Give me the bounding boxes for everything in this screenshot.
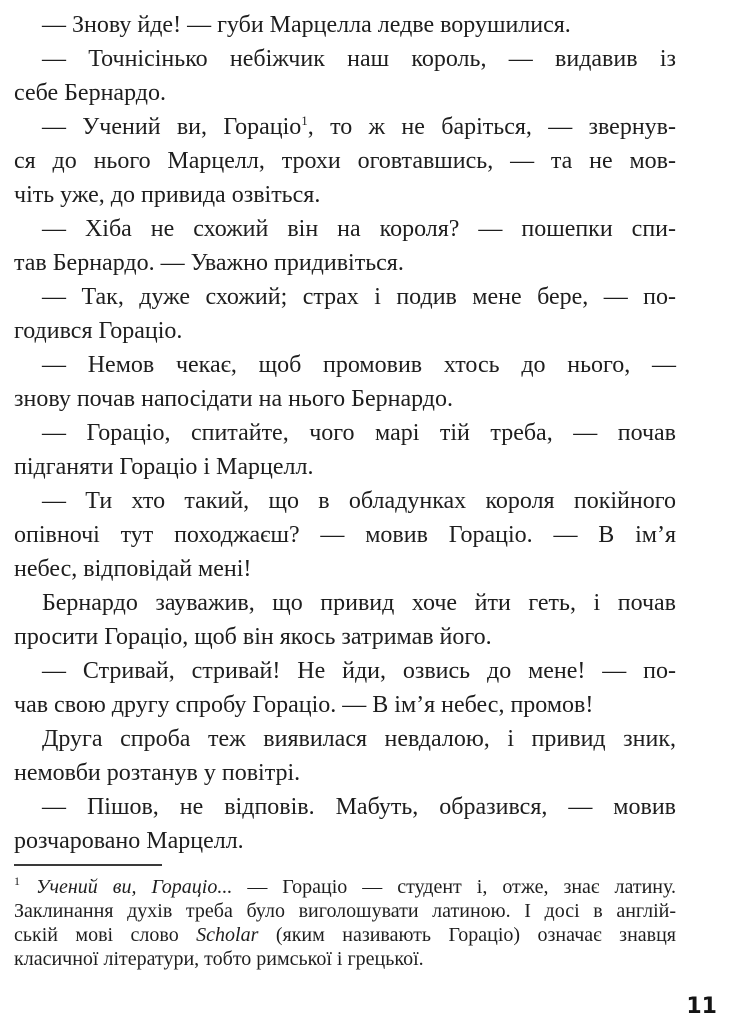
- body-line: — Ти хто такий, що в обладунках короля покійного: [42, 488, 676, 514]
- body-line: годився Гораціо.: [14, 318, 183, 344]
- body-line: тав Бернардо. — Уважно придивіться.: [14, 250, 404, 276]
- body-line: розчаровано Марцелл.: [14, 828, 244, 854]
- body-line: — Точнісінько небіжчик наш король, — видавив із: [42, 46, 676, 72]
- footnote-line: класичної літератури, тобто римської і грецької.: [14, 948, 424, 970]
- footnote-line: [14, 923, 676, 947]
- footnote: [14, 875, 676, 971]
- footnote-ref-superscript: 1: [301, 113, 308, 128]
- body-line: — Стривай, стривай! Не йди, озвись до мене! — по-: [42, 658, 676, 684]
- body-line: ся до нього Марцелл, трохи оговтавшись, — та не мов-: [14, 148, 676, 174]
- body-line: — Гораціо, спитайте, чого марі тій треба, — почав: [42, 420, 676, 446]
- footnote-separator-rule: [14, 864, 162, 866]
- footnote-line: [14, 875, 676, 899]
- body-line: небес, відповідай мені!: [14, 556, 252, 582]
- body-line: — Хіба не схожий він на короля? — пошепки спи-: [42, 216, 676, 242]
- footnote-text: ській мові слово: [14, 924, 197, 946]
- body-line: — Так, дуже схожий; страх і подив мене бере, — по-: [42, 284, 676, 310]
- footnote-line: Заклинання духів треба було виголошувати латиною. І досі в англій-: [14, 900, 676, 922]
- page-number: 11: [686, 994, 717, 1019]
- footnote-text: — Гораціо — студент і, отже, знає латину.: [232, 876, 676, 898]
- body-line: чав свою другу спробу Гораціо. — В ім’я небес, промов!: [14, 692, 594, 718]
- body-line: знову почав напосідати на нього Бернардо.: [14, 386, 453, 412]
- body-line: — Немов чекає, щоб промовив хтось до нього, —: [42, 352, 676, 378]
- text-block: [14, 8, 676, 971]
- body-line: чіть уже, до привида озвіться.: [14, 182, 321, 208]
- footnote-foreign-word: Scholar: [196, 924, 259, 946]
- footnote-text: (яким називають Гораціо) означає знавця: [258, 924, 677, 946]
- body-line: — Знову йде! — губи Марцелла ледве ворушилися.: [42, 12, 571, 38]
- body-line: себе Бернардо.: [14, 80, 166, 106]
- body-line-text: — Учений ви, Гораціо: [42, 114, 302, 140]
- body-line-with-footnote-ref: [14, 110, 676, 144]
- body-line: просити Гораціо, щоб він якось затримав його.: [14, 624, 492, 650]
- footnote-cited-phrase: Учений ви, Гораціо...: [36, 876, 233, 898]
- body-line: підганяти Гораціо і Марцелл.: [14, 454, 314, 480]
- body-line: — Пішов, не відповів. Мабуть, образився, — мовив: [42, 794, 676, 820]
- body-line: немовби розтанув у повітрі.: [14, 760, 301, 786]
- footnote-marker: 1: [14, 874, 20, 889]
- body-line: Бернардо зауважив, що привид хоче йти геть, і почав: [42, 590, 676, 616]
- body-line: Друга спроба теж виявилася невдалою, і привид зник,: [42, 726, 676, 752]
- body-line: опівночі тут походжаєш? — мовив Гораціо. — В ім’я: [14, 522, 676, 548]
- body-line-text: , то ж не баріться, — звернув-: [307, 114, 676, 140]
